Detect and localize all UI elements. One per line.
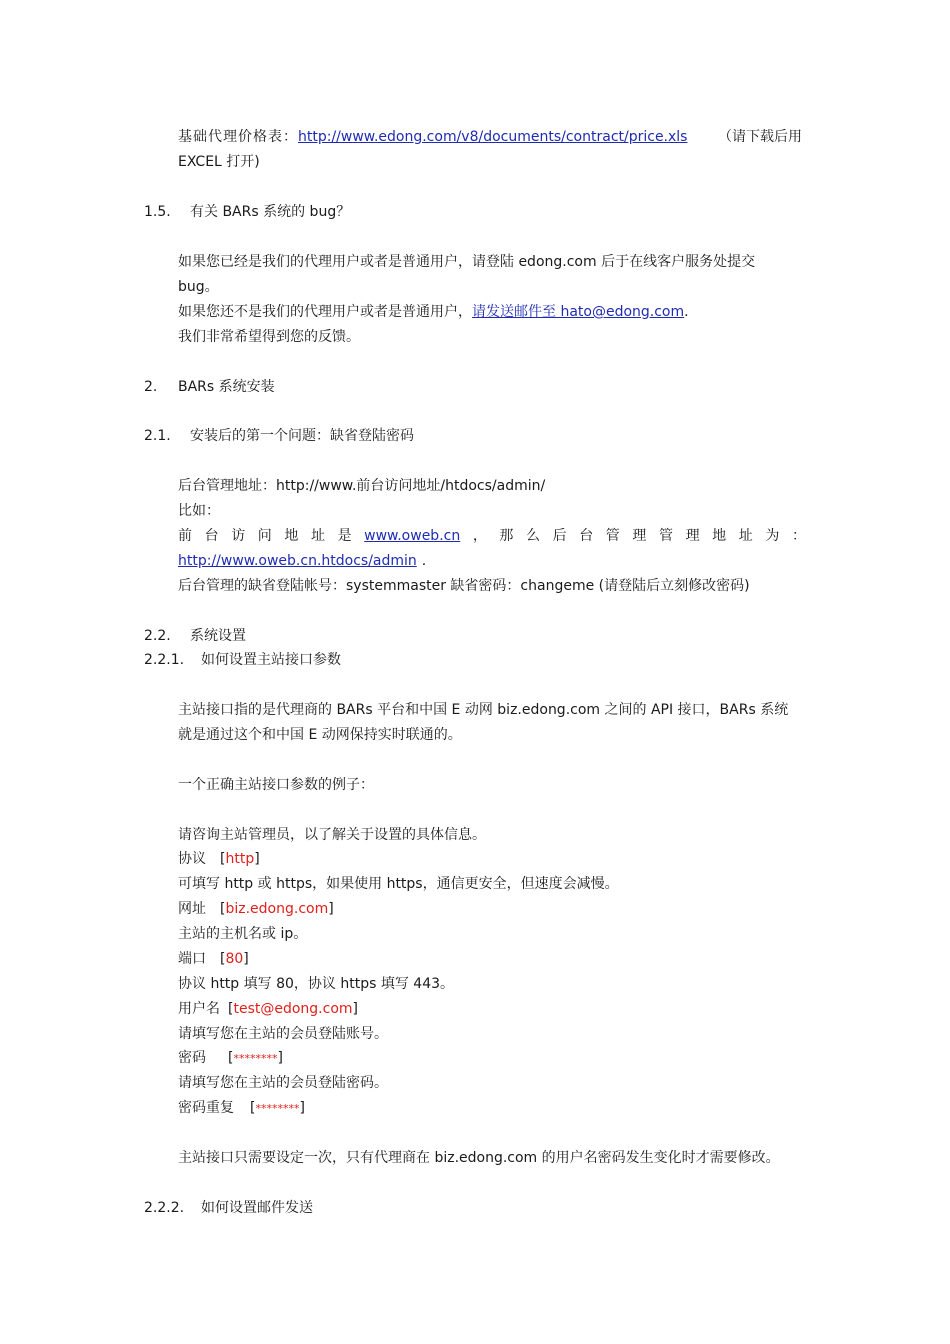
- admin-address-link[interactable]: http://www.oweb.cn.htdocs/admin: [178, 553, 417, 569]
- section-2-heading: 2. BARs 系统安装: [144, 379, 275, 395]
- param-protocol-desc: 可填写 http 或 https，如果使用 https，通信更安全，但速度会减慢。: [178, 876, 619, 892]
- feedback-email-link[interactable]: 请发送邮件至 hato@edong.com: [472, 304, 685, 320]
- front-address-line: 前 台 访 问 地 址 是 www.oweb.cn ， 那 么 后 台 管 理 管 理 地 址 为 ：: [178, 528, 806, 544]
- default-account: 后台管理的缺省登陆帐号：systemmaster 缺省密码：changeme (请登陆后立刻修改密码): [178, 578, 750, 594]
- s2-2-1-example: 一个正确主站接口参数的例子：: [178, 777, 374, 793]
- section-1-5-heading: 1.5. 有关 BARs 系统的 bug？: [144, 204, 351, 220]
- section-2-2-heading: 2.2. 系统设置: [144, 628, 246, 644]
- param-protocol: 协议 [http]: [178, 851, 260, 867]
- price-list-line: 基础代理价格表：http://www.edong.com/v8/documents/contract/price.xls: [178, 129, 688, 145]
- section-2-2-1-heading: 2.2.1. 如何设置主站接口参数: [144, 652, 341, 668]
- s2-2-1-para1a: 主站接口指的是代理商的 BARs 平台和中国 E 动网 biz.edong.com 之间的 API 接口，BARs 系统: [178, 702, 789, 718]
- price-note-cont: EXCEL 打开): [178, 154, 260, 170]
- s1-5-para1a: 如果您已经是我们的代理用户或者是普通用户，请登陆 edong.com 后于在线客户服务处提交: [178, 254, 756, 270]
- s2-2-1-consult: 请咨询主站管理员，以了解关于设置的具体信息。: [178, 827, 486, 843]
- param-port: 端口 [80]: [178, 951, 249, 967]
- param-username-desc: 请填写您在主站的会员登陆账号。: [178, 1026, 388, 1042]
- section-2-1-heading: 2.1. 安装后的第一个问题：缺省登陆密码: [144, 428, 414, 444]
- param-port-desc: 协议 http 填写 80，协议 https 填写 443。: [178, 976, 455, 992]
- front-address-link[interactable]: www.oweb.cn: [364, 528, 461, 544]
- price-note: （请下载后用: [718, 129, 802, 145]
- s2-2-1-closing: 主站接口只需要设定一次，只有代理商在 biz.edong.com 的用户名密码发生变化时才需要修改。: [178, 1150, 780, 1166]
- param-username: 用户名 [test@edong.com]: [178, 1001, 358, 1017]
- s1-5-para3: 我们非常希望得到您的反馈。: [178, 329, 360, 345]
- admin-link-line: http://www.oweb.cn.htdocs/admin .: [178, 553, 427, 569]
- s1-5-para2: 如果您还不是我们的代理用户或者是普通用户，请发送邮件至 hato@edong.com.: [178, 304, 689, 320]
- section-2-2-2-heading: 2.2.2. 如何设置邮件发送: [144, 1200, 313, 1216]
- s2-2-1-para1b: 就是通过这个和中国 E 动网保持实时联通的。: [178, 727, 462, 743]
- param-password-desc: 请填写您在主站的会员登陆密码。: [178, 1075, 388, 1091]
- param-password: 密码 [********]: [178, 1050, 283, 1066]
- s1-5-para1b: bug。: [178, 279, 219, 295]
- param-url: 网址 [biz.edong.com]: [178, 901, 334, 917]
- price-list-link[interactable]: http://www.edong.com/v8/documents/contract/price.xls: [298, 129, 688, 145]
- param-password-repeat: 密码重复 [********]: [178, 1100, 305, 1116]
- param-url-desc: 主站的主机名或 ip。: [178, 926, 308, 942]
- example-label: 比如：: [178, 503, 220, 519]
- admin-address: 后台管理地址：http://www.前台访问地址/htdocs/admin/: [178, 478, 546, 494]
